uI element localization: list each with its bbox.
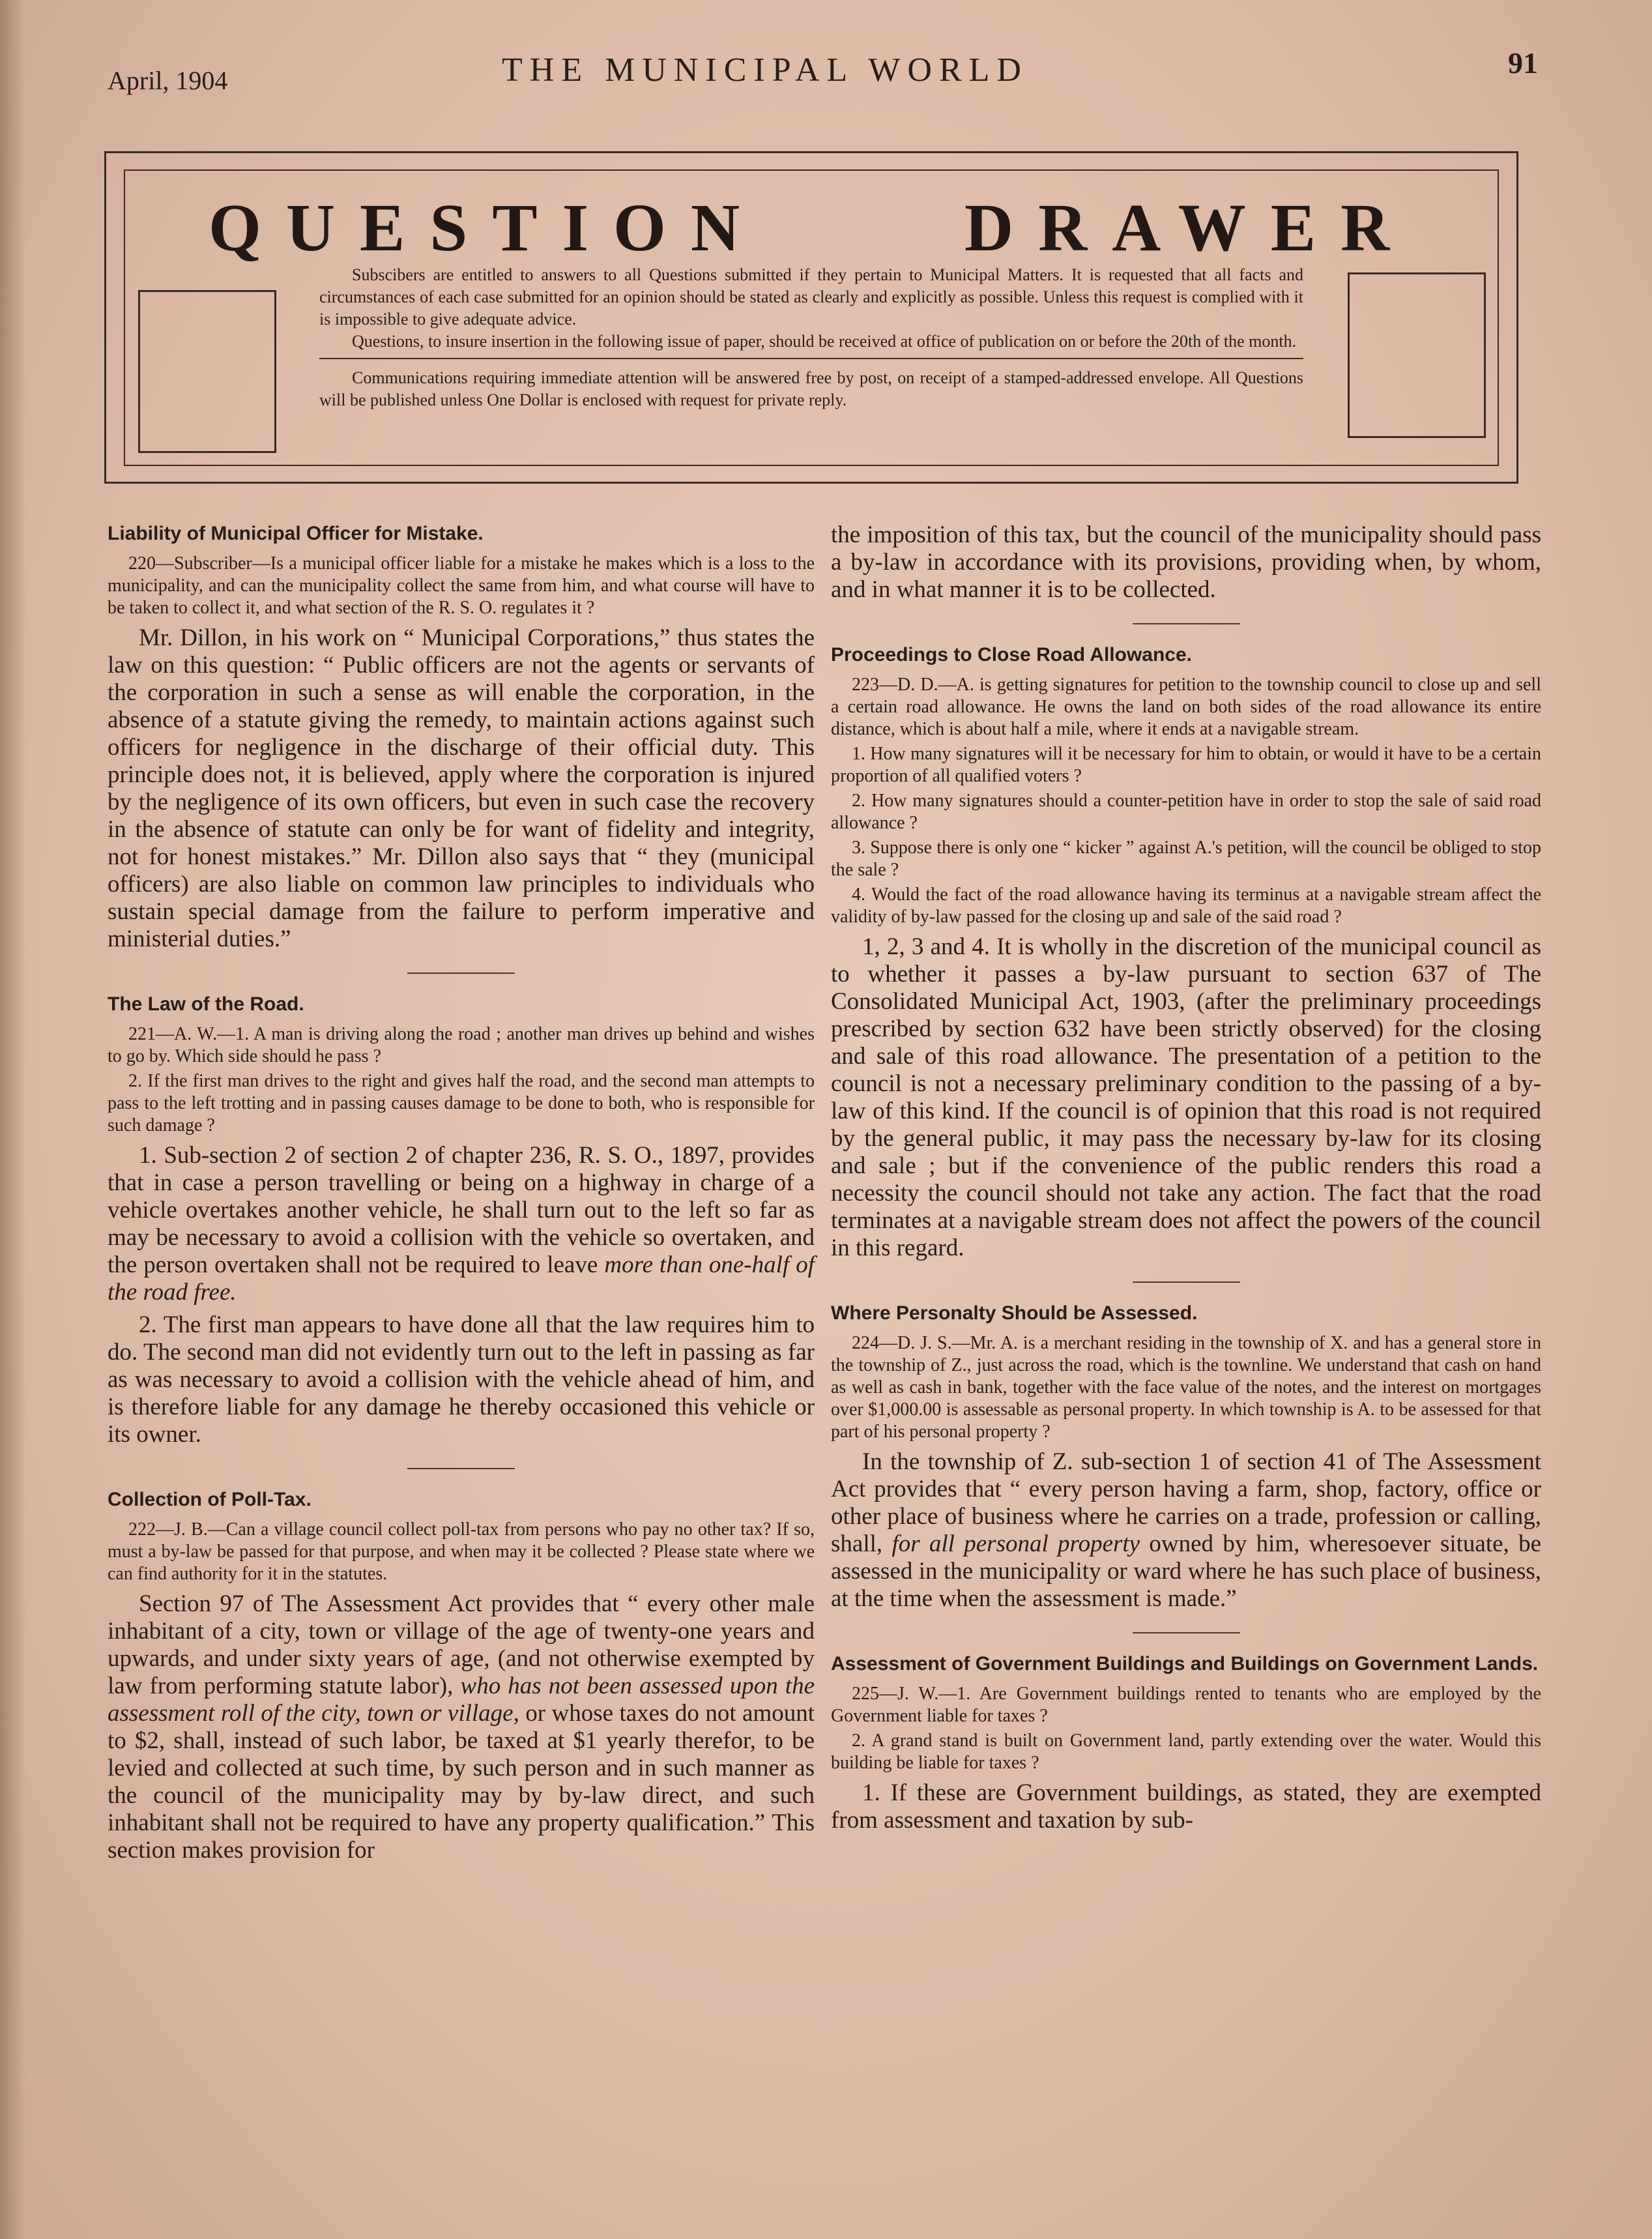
question-222: 222—J. B.—Can a village council collect poll-tax from persons who pay no other tax? If so, must a by-law be passed for that purpose, and when may it be collected ? Please state where we can find authority for it in the statutes. [108,1519,815,1584]
question-224: 224—D. J. S.—Mr. A. is a merchant residing in the township of X. and has a general store in the township of Z., just across the road, which is the townline. We understand that cash on hand as well as cash in bank, together with the face value of the notes, and the interest on mortgages over $1,000.00 is assessable as personal property. In which township is A. to be assessed for that part of his personal property ? [831,1333,1541,1442]
question-223-part-3: 3. Suppose there is only one “ kicker ” against A.'s petition, will the council be obliged to stop the sale ? [831,838,1541,880]
notice-divider [319,358,1303,359]
question-drawer-notice [319,264,1303,411]
section-separator [1133,1281,1240,1283]
answer-221-part-1 [108,1142,815,1306]
title-word-question: QUESTION [209,190,765,265]
answer-224-text-b: owned by him, wheresoever situate, be assessed in the municipality or ward where he has such place of business, at the time when the assessment is made.” [831,1530,1541,1612]
right-column [831,521,1541,1834]
section-heading-225: Assessment of Government Buildings and Buildings on Government Lands. [831,1653,1539,1675]
notice-paragraph-1: Subscibers are entitled to answers to all Questions submitted if they pertain to Municipal Matters. It is requested that all facts and circumstances of each case submitted for an opinion should be stated as clearly and explicitly as possible. Unless this request is complied with it is impossible to give adequate advice. [319,265,1303,329]
answer-222-text-b: or whose taxes do not amount to $2, shall, instead of such labor, be taxed at $1 yearly therefor, to be levied and collected at such time, by such person and in such manner as the council of the municipality may by by-law direct, and such inhabitant shall not be required to have any property qualification.” This section makes provision for [108,1700,815,1864]
question-225-part-2: 2. A grand stand is built on Government land, partly extending over the water. Would this building be liable for taxes ? [831,1731,1541,1773]
answer-222 [108,1590,815,1864]
answer-222-text-a: Section 97 of The Assessment Act provides that “ every other male inhabitant of a city, town or village of the age of twenty-one years and upwards, and under sixty years of age, (and not otherwise exempted by law from performing statute labor), [108,1590,815,1699]
section-heading-220: Liability of Municipal Officer for Mistake. [108,523,484,544]
question-221-part-2: 2. If the first man drives to the right and gives half the road, and the second man attempts to pass to the left trotting and in passing causes damage to be done to both, who is responsible for such damage ? [108,1071,815,1135]
question-221-part-1: 221—A. W.—1. A man is driving along the road ; another man drives up behind and wishes to go by. Which side should he pass ? [108,1024,815,1066]
header-title: THE MUNICIPAL WORLD [502,51,1028,89]
section-heading-221: The Law of the Road. [108,993,304,1015]
section-heading-222: Collection of Poll-Tax. [108,1489,312,1510]
answer-222-italic: who has not been assessed upon the assessment roll of the city, town or village, [108,1673,815,1727]
question-223-part-2: 2. How many signatures should a counter-petition have in order to stop the sale of said road allowance ? [831,791,1541,833]
notice-paragraph-2: Questions, to insure insertion in the following issue of paper, should be received at office of publication on or before the 20th of the month. [352,332,1297,351]
question-225-part-1: 225—J. W.—1. Are Government buildings rented to tenants who are employed by the Government liable for taxes ? [831,1684,1541,1726]
left-column [108,521,815,1864]
question-223-part-1: 1. How many signatures will it be necessary for him to obtain, or would it have to be a certain proportion of all qualified voters ? [831,744,1541,786]
answer-220: Mr. Dillon, in his work on “ Municipal Corporations,” thus states the law on this question: “ Public officers are not the agents or servants of the corporation in such a sense as will enable the corporation, in the absence of a statute giving the remedy, to maintain actions against such officers for negligence in the discharge of their official duty. This principle does not, it is believed, apply where the corporation is injured by the negligence of its own officers, but even in such case the recovery in the absence of statute can only be for want of fidelity and integrity, not for honest mistakes.” Mr. Dillon also says that “ they (municipal officers) are also liable on common law principles to individuals who sustain special damage from the failure to perform imperative and ministerial duties.” [108,624,815,952]
decorative-box-right [1348,272,1486,438]
section-separator [1133,1632,1240,1633]
question-220: 220—Subscriber—Is a municipal officer liable for a mistake he makes which is a loss to the municipality, and can the municipality collect the same from him, and what course will have to be taken to collect it, and what section of the R. S. O. regulates it ? [108,553,815,618]
answer-224 [831,1448,1541,1613]
question-223-part-4: 4. Would the fact of the road allowance having its terminus at a navigable stream affect the validity of by-law passed for the closing up and sale of the said road ? [831,885,1541,927]
question-223: 223—D. D.—A. is getting signatures for petition to the township council to close up and sell a certain road allowance. He owns the land on both sides of the road allowance its entire distance, which is about half a mile, where it ends at a navigable stream. [831,675,1541,739]
title-word-drawer: DRAWER [964,190,1415,265]
answer-224-italic: for all personal property [891,1530,1140,1557]
answer-221-part-1-text: 1. Sub-section 2 of section 2 of chapter 236, R. S. O., 1897, provides that in case a person travelling or being on a highway in charge of a vehicle overtakes another vehicle, he shall turn out to the left so far as may be necessary to avoid a collision with the vehicle so overtaken, and the person overtaken shall not be required to leave [108,1142,815,1278]
answer-221-part-2: 2. The first man appears to have done all that the law requires him to do. The second man did not evidently turn out to the left in passing as far as was necessary to avoid a collision with the vehicle ahead of him, and is therefore liable for any damage he thereby occasioned this vehicle or its owner. [108,1311,815,1448]
running-header [104,46,1538,104]
question-drawer-title [209,189,1447,267]
answer-221-part-1-italic: more than one-half of the road free. [108,1251,815,1306]
answer-225: 1. If these are Government buildings, as stated, they are exempted from assessment and taxation by sub- [831,1779,1541,1834]
section-heading-224: Where Personalty Should be Assessed. [831,1302,1198,1324]
answer-223: 1, 2, 3 and 4. It is wholly in the discretion of the municipal council as to whether it passes a by-law pursuant to section 637 of The Consolidated Municipal Act, 1903, (after the preliminary proceedings prescribed by section 632 have been strictly observed) for the closing and sale of this road allowance. The presentation of a petition to the council is not a necessary preliminary condition to the passing of a by-law of this kind. If the council is of opinion that this road is not required by the general public, it may pass the necessary by-law for its closing and sale ; but if the convenience of the public renders this road a necessity the council should not take any action. The fact that the road terminates at a navigable stream does not affect the powers of the council in this regard. [831,933,1541,1261]
page-number: 91 [1508,46,1538,80]
header-date: April, 1904 [108,66,228,95]
decorative-box-left [138,290,276,453]
section-heading-223: Proceedings to Close Road Allowance. [831,644,1193,666]
answer-224-text-a: In the township of Z. sub-section 1 of section 41 of The Assessment Act provides that “ every person having a farm, shop, factory, office or other place of business where he carries on a trade, profession or calling, shall, [831,1448,1541,1557]
section-separator [407,973,515,974]
section-separator [407,1468,515,1469]
page-edge-shadow [0,0,26,2239]
answer-222-continued: the imposition of this tax, but the council of the municipality should pass a by-law in accordance with its provisions, providing when, by whom, and in what manner it is to be collected. [831,521,1541,603]
notice-paragraph-3: Communications requiring immediate attention will be answered free by post, on receipt of a stamped-addressed envelope. All Questions will be published unless One Dollar is enclosed with request for private reply. [319,368,1303,409]
section-separator [1133,623,1240,624]
